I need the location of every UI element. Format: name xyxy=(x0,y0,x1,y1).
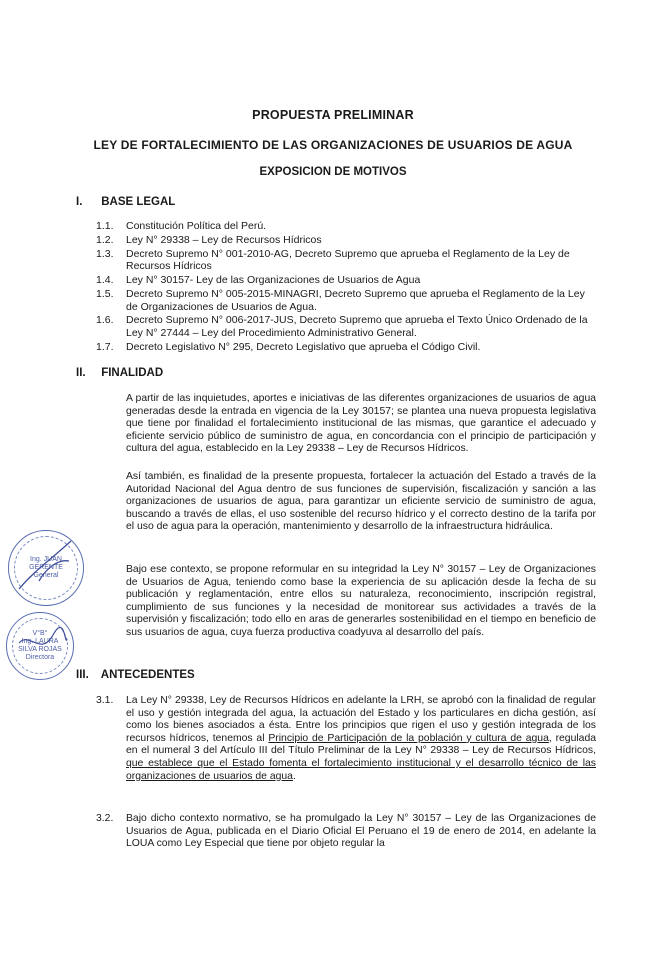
stamp-line: Ing. JUAN xyxy=(30,556,62,563)
document-title: PROPUESTA PRELIMINAR xyxy=(252,108,414,122)
text-run: La Ley N° 29338, Ley de Recursos Hídricos en adelante la LRH, se aprobó con la finalidad de regular el uso y gestión integrada del agua, la actuación del Estado y los particulares en dicha gestión, así como los bienes asociados a ésta. Entre los principios que rigen el uso y gestión integrada de los recursos hídricos, tenemos al xyxy=(126,695,596,744)
item-number: 1.4. xyxy=(96,274,114,287)
item-text: Constitución Política del Perú. xyxy=(126,220,267,232)
section-number: II. xyxy=(76,367,86,379)
section-title: BASE LEGAL xyxy=(101,196,176,208)
antecedentes-item xyxy=(96,695,596,783)
underlined-text: Principio de Participación de la población y cultura de agua xyxy=(268,732,549,744)
antecedentes-item xyxy=(96,813,596,851)
item-number: 3.2. xyxy=(96,813,114,824)
item-number: 1.6. xyxy=(96,314,114,327)
item-number: 1.3. xyxy=(96,247,114,260)
stamp-line: General xyxy=(33,572,59,579)
list-item xyxy=(96,314,596,339)
text-run: , regulada en el numeral 3 del Artículo III del Título Preliminar de la Ley N° 29338 – Ley de Recursos Hídricos, xyxy=(126,732,597,757)
list-item xyxy=(96,234,596,247)
stamp-line: SILVA ROJAS xyxy=(18,646,62,653)
item-text: Ley N° 30157- Ley de las Organizaciones de Usuarios de Agua xyxy=(126,274,421,287)
list-item xyxy=(96,274,596,287)
section-finalidad-heading xyxy=(76,367,163,379)
stamp-line: Directora xyxy=(25,654,55,661)
item-text: Decreto Supremo N° 005-2015-MINAGRI, Decreto Supremo que aprueba el Reglamento de la Ley de Organizaciones de Usuarios de Agua. xyxy=(126,288,585,313)
official-seal-stamp xyxy=(6,612,74,680)
underlined-text: que establece que el Estado fomenta el fortalecimiento institucional y el desarrollo técnico de las organizaciones de usuarios de agua xyxy=(126,757,596,782)
stamp-line: Ing. LAURA xyxy=(21,638,59,645)
item-number: 3.1. xyxy=(96,695,114,706)
item-text: Decreto Legislativo N° 295, Decreto Legislativo que aprueba el Código Civil. xyxy=(126,340,481,353)
text-run: . xyxy=(292,770,296,782)
list-item xyxy=(96,248,596,273)
item-number: 1.7. xyxy=(96,340,114,353)
item-number: 1.2. xyxy=(96,233,114,246)
list-item xyxy=(96,288,596,313)
list-item xyxy=(96,220,596,233)
section-title: FINALIDAD xyxy=(101,367,164,379)
item-text: Ley N° 29338 – Ley de Recursos Hídricos xyxy=(126,233,322,246)
item-number: 1.1. xyxy=(96,220,114,232)
section-number: I. xyxy=(76,196,83,208)
section-title: ANTECEDENTES xyxy=(100,669,195,681)
document-subtitle: LEY DE FORTALECIMIENTO DE LAS ORGANIZACIONES DE USUARIOS DE AGUA xyxy=(93,138,573,152)
official-seal-stamp xyxy=(8,530,84,606)
item-text: Bajo dicho contexto normativo, se ha promulgado la Ley N° 30157 – Ley de las Organizaciones de Usuarios de Agua, publicada en el Diario Oficial El Peruano el 19 de enero de 2014, en adelante la LOUA como Ley Especial que tiene por objeto regular la xyxy=(126,813,596,850)
list-item xyxy=(96,341,596,354)
item-text: Decreto Supremo N° 001-2010-AG, Decreto Supremo que aprueba el Reglamento de la Ley de Recursos Hídricos xyxy=(126,247,570,273)
base-legal-list xyxy=(96,220,596,355)
signature-scribble-icon xyxy=(9,531,83,605)
section-number: III. xyxy=(76,669,89,681)
section-base-legal-heading xyxy=(76,196,175,208)
finalidad-paragraph: A partir de las inquietudes, aportes e iniciativas de las diferentes organizaciones de usuarios de agua generadas desde la entrada en vigencia de la Ley 30157; se plantea una nueva propuesta legislativa que tiene por finalidad el fortalecimiento institucional de las mismas, que garantice el adecuado y eficiente servicio público de suministro de agua, en concordancia con el principio de participación y cultura del agua, establecido en la Ley 29338 – Ley de Recursos Hídricos. xyxy=(126,393,596,455)
section-heading: EXPOSICION DE MOTIVOS xyxy=(259,166,407,178)
finalidad-paragraph: Bajo ese contexto, se propone reformular en su integridad la Ley N° 30157 – Ley de Organizaciones de Usuarios de Agua, teniendo como base la experiencia de su aplicación desde la fecha de su publicación y reglamentación, entre ellos su naturaleza, reconocimiento, inscripción registral, cumplimiento de sus funciones y la necesidad de monitorear sus actividades a través de la supervisión y fiscalización; todo ello en aras de generarles sostenibilidad en el tiempo en beneficio de sus usuarios de agua, cuya fuerza productiva coadyuva al desarrollo del país. xyxy=(126,564,596,638)
stamp-line: GERENTE xyxy=(29,564,63,571)
stamp-line: V°B° xyxy=(32,630,48,637)
item-text xyxy=(126,695,596,783)
item-number: 1.5. xyxy=(96,288,114,301)
signature-scribble-icon xyxy=(7,613,73,679)
item-text: Decreto Supremo N° 006-2017-JUS, Decreto Supremo que aprueba el Texto Único Ordenado de la Ley N° 27444 – Ley del Procedimiento Administrativo General. xyxy=(126,314,588,339)
section-antecedentes-heading xyxy=(76,669,195,681)
finalidad-paragraph: Así también, es finalidad de la presente propuesta, fortalecer la actuación del Estado a través de la Autoridad Nacional del Agua dentro de sus funciones de supervisión, fiscalización y sanción a las organizaciones de usuarios de agua, para garantizar un eficiente servicio de suministro de agua, buscando a través de ellas, el uso sostenible del recurso hídrico y el correcto destino de la tarifa por el uso de agua para la operación, mantenimiento y desarrollo de la infraestructura hidráulica. xyxy=(126,471,596,533)
